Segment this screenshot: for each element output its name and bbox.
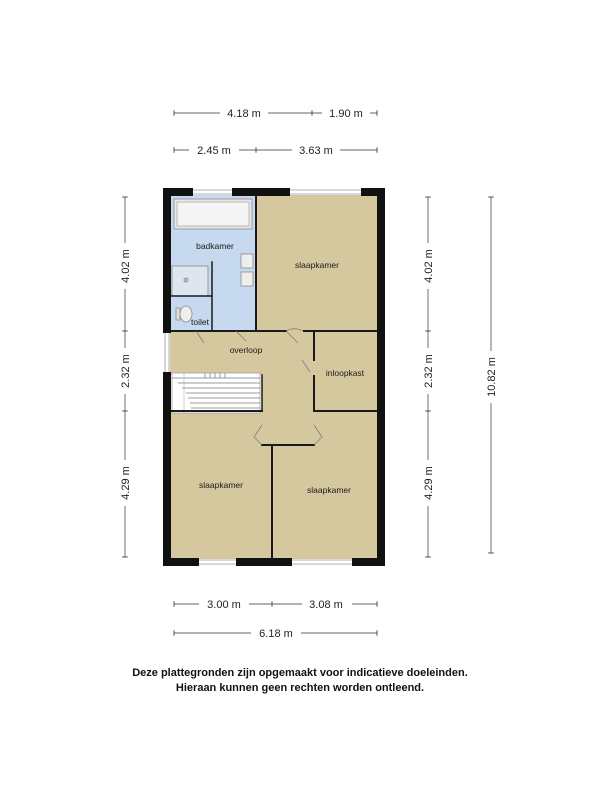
label-slaapkamer-top: slaapkamer <box>295 260 339 270</box>
dim-left-2-32: 2.32 m <box>120 354 132 388</box>
dim-right-total: 10.82 m <box>486 357 498 397</box>
dim-bottom-3-08: 3.08 m <box>309 599 343 611</box>
dim-top-1-90: 1.90 m <box>329 108 363 120</box>
label-inloopkast: inloopkast <box>325 368 365 378</box>
dim-left-4-29: 4.29 m <box>120 466 132 500</box>
dim-right-4-29: 4.29 m <box>423 466 435 500</box>
label-toilet: toilet <box>191 317 209 327</box>
sink-2 <box>241 272 253 286</box>
dim-top-2-45: 2.45 m <box>197 145 231 157</box>
disclaimer-line-2: Hieraan kunnen geen rechten worden ontleend. <box>175 682 425 694</box>
dim-right-4-02: 4.02 m <box>423 249 435 283</box>
dim-top-3-63: 3.63 m <box>299 145 333 157</box>
label-slaapkamer-right: slaapkamer <box>307 485 351 495</box>
staircase <box>172 373 260 413</box>
dim-right-2-32: 2.32 m <box>423 354 435 388</box>
dim-top-4-18: 4.18 m <box>227 108 261 120</box>
dim-bottom-3-00: 3.00 m <box>207 599 241 611</box>
sink-1 <box>241 254 253 268</box>
shower-tray <box>172 266 208 296</box>
dim-left-4-02: 4.02 m <box>120 249 132 283</box>
label-badkamer: badkamer <box>196 241 234 251</box>
disclaimer-line-1: Deze plattegronden zijn opgemaakt voor indicatieve doeleinden. <box>132 667 468 679</box>
label-slaapkamer-left: slaapkamer <box>199 480 243 490</box>
label-overloop: overloop <box>229 345 263 355</box>
dim-bottom-total: 6.18 m <box>259 628 293 640</box>
